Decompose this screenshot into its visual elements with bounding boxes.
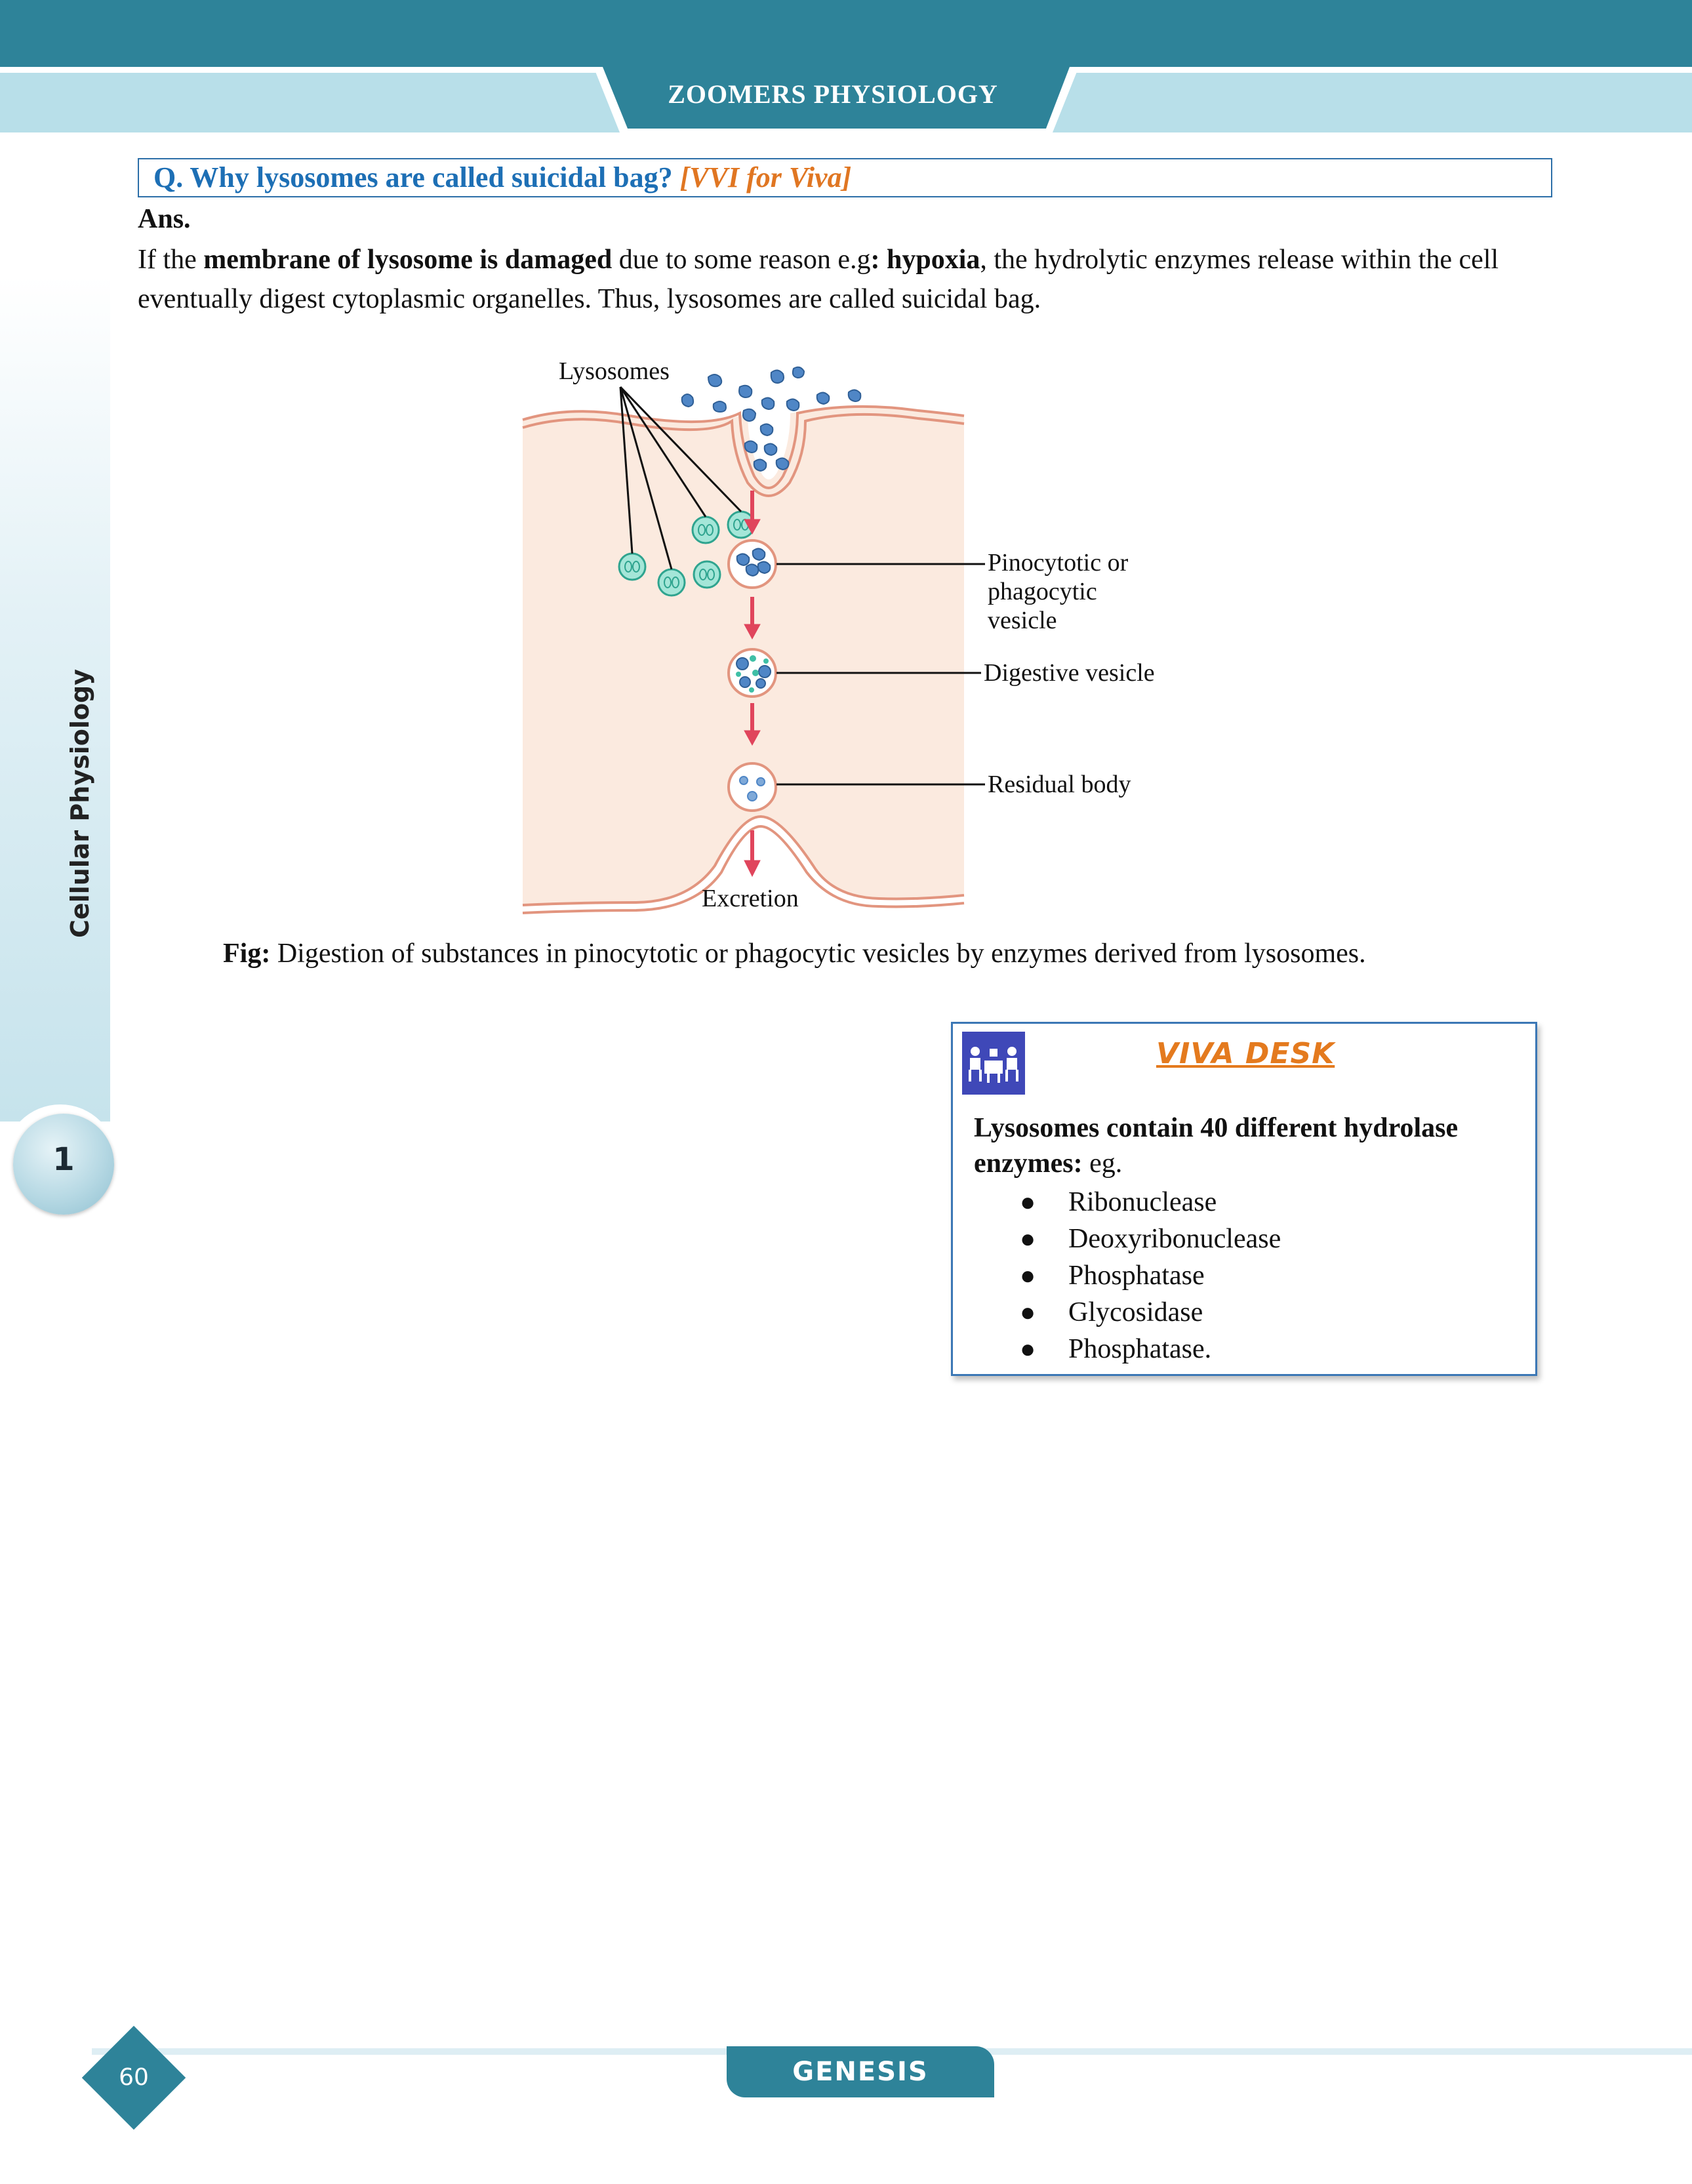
label-residual: Residual body [988,771,1131,798]
label-digestive: Digestive vesicle [984,659,1155,687]
list-item [953,1294,1281,1331]
viva-desk-intro [974,1110,1525,1181]
answer-text-1: If the [138,245,204,275]
footer-title: GENESIS [792,2057,929,2087]
answer-bold-2: : hypoxia [870,245,980,275]
meeting-icon [962,1032,1025,1095]
lysosome-figure [512,348,1194,925]
figure-caption [223,934,1366,973]
enzyme-name: Glycosidase [1068,1297,1203,1327]
bullet-icon: ● [1020,1261,1036,1290]
viva-desk-title: VIVA DESK [1156,1037,1335,1070]
residual-body [729,763,776,811]
page-number: 60 [119,2064,149,2091]
enzyme-list [953,1184,1281,1367]
label-excretion: Excretion [702,885,799,912]
answer-text-3: , the hydrolytic enzymes release within the cell eventually digest cytoplasmic organelles. Thus, lysosomes are called suicidal bag. [138,245,1499,314]
question [153,159,851,196]
viva-intro-bold: Lysosomes contain 40 different hydrolase enzymes: [974,1113,1459,1179]
label-vesicle-2: phagocytic [988,578,1097,605]
list-item [953,1221,1281,1257]
viva-desk-box [951,1022,1537,1376]
header-bar [0,0,1692,67]
caption-label: Fig: [223,939,271,969]
enzyme-name: Phosphatase [1068,1261,1205,1291]
enzyme-name: Phosphatase. [1068,1334,1212,1364]
list-item [953,1331,1281,1367]
enzyme-name: Deoxyribonuclease [1068,1224,1281,1254]
lysosome-diagram [512,348,1194,925]
label-vesicle-1: Pinocytotic or [988,549,1129,576]
digestive-vesicle [729,649,776,697]
section-label: Cellular Physiology [66,669,94,938]
answer-bold-1: membrane of lysosome is damaged [203,245,613,275]
label-lysosomes: Lysosomes [559,357,670,385]
answer-text-2: due to some reason e.g [612,245,871,275]
answer-paragraph [138,240,1567,319]
viva-intro-rest: eg. [1082,1148,1123,1179]
header-title: ZOOMERS PHYSIOLOGY [668,79,998,109]
bullet-icon: ● [1020,1187,1036,1217]
list-item [953,1184,1281,1221]
caption-text: Digestion of substances in pinocytotic or phagocytic vesicles by enzymes derived from lysosomes. [270,939,1366,969]
bullet-icon: ● [1020,1224,1036,1253]
list-item [953,1257,1281,1294]
bullet-icon: ● [1020,1297,1036,1327]
chapter-number: 1 [52,1141,75,1178]
bullet-icon: ● [1020,1334,1036,1364]
question-tag: [VVI for Viva] [679,161,852,193]
question-text: Q. Why lysosomes are called suicidal bag? [153,161,673,193]
answer-label: Ans. [138,204,191,234]
phagocytic-vesicle [729,540,776,588]
enzyme-name: Ribonuclease [1068,1187,1217,1217]
label-vesicle-3: vesicle [988,607,1057,634]
